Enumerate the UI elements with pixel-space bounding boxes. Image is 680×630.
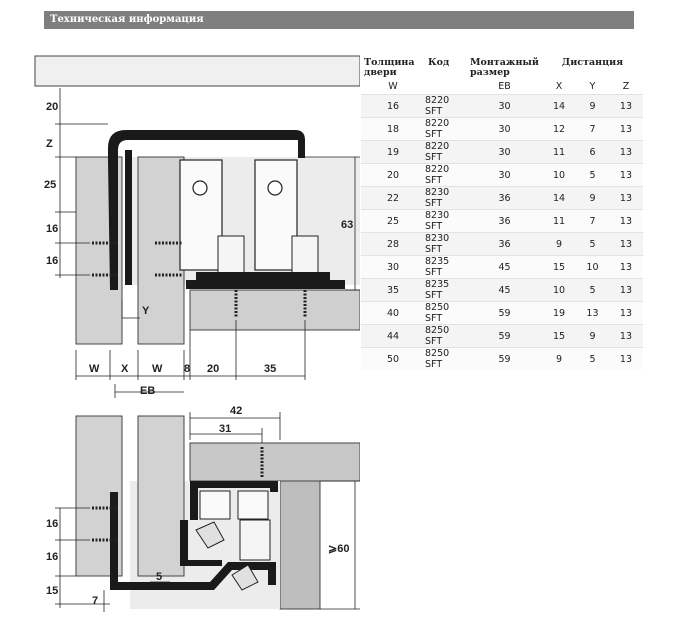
table-cell: 19	[361, 141, 425, 164]
col-mount-header: Монтажный размер	[470, 57, 539, 78]
side-panel	[280, 481, 320, 609]
table-cell: 13	[609, 164, 643, 187]
table-row	[361, 325, 643, 348]
dim-5: 5	[156, 571, 163, 583]
table-cell: 10	[576, 256, 609, 279]
table-cell: 14	[542, 187, 576, 210]
table-cell: 40	[361, 302, 425, 325]
bottom-drawing	[46, 405, 360, 612]
dim-16-c: 16	[46, 518, 59, 530]
guide-block-2	[238, 491, 268, 519]
table-row	[361, 118, 643, 141]
table-row	[361, 164, 643, 187]
table-cell: 7	[576, 210, 609, 233]
table-row	[361, 279, 643, 302]
dim-25: 25	[44, 179, 57, 191]
section-title: Техническая информация	[50, 14, 204, 25]
table-row	[361, 210, 643, 233]
spec-table-wrap	[361, 56, 643, 370]
bottom-board	[190, 290, 360, 330]
table-cell: 30	[467, 118, 542, 141]
table-cell: 10	[542, 279, 576, 302]
table-cell: 13	[609, 302, 643, 325]
runner-screw-2	[268, 181, 282, 195]
table-cell: 8250 SFT	[425, 348, 467, 371]
table-cell: 45	[467, 279, 542, 302]
table-cell: 11	[542, 141, 576, 164]
table-cell: 36	[467, 187, 542, 210]
dim-7: 7	[92, 595, 99, 607]
table-cell: 36	[467, 233, 542, 256]
dim-eb: EB	[140, 385, 156, 397]
table-cell: 13	[609, 325, 643, 348]
dim-8: 8	[184, 363, 191, 375]
dim-60: ⩾60	[328, 543, 350, 555]
table-cell: 5	[576, 279, 609, 302]
table-cell: 6	[576, 141, 609, 164]
table-cell: 5	[576, 348, 609, 371]
table-row	[361, 95, 643, 118]
dim-16-a: 16	[46, 223, 59, 235]
dim-y: Y	[142, 305, 150, 317]
table-cell: 13	[609, 118, 643, 141]
table-cell: 8250 SFT	[425, 302, 467, 325]
dim-63: 63	[341, 219, 354, 231]
table-cell: 19	[542, 302, 576, 325]
table-cell: 9	[576, 325, 609, 348]
runner-screw-1	[193, 181, 207, 195]
table-cell: 13	[609, 233, 643, 256]
col-thickness-header: Толщина двери	[364, 57, 415, 78]
table-row	[361, 187, 643, 210]
table-cell: 18	[361, 118, 425, 141]
table-cell: 12	[542, 118, 576, 141]
table-cell: 59	[467, 302, 542, 325]
table-cell: 20	[361, 164, 425, 187]
table-cell: 9	[542, 233, 576, 256]
dim-w-2: W	[152, 363, 163, 375]
table-cell: 22	[361, 187, 425, 210]
sub-x: X	[555, 81, 563, 92]
table-cell: 13	[609, 256, 643, 279]
door-panel-inner-bottom	[138, 416, 184, 576]
table-cell: 13	[609, 348, 643, 371]
table-cell: 8220 SFT	[425, 118, 467, 141]
table-cell: 5	[576, 164, 609, 187]
table-cell: 59	[467, 325, 542, 348]
table-cell: 35	[361, 279, 425, 302]
dim-w-1: W	[89, 363, 100, 375]
table-cell: 44	[361, 325, 425, 348]
table-cell: 11	[542, 210, 576, 233]
table-cell: 9	[542, 348, 576, 371]
table-cell: 8230 SFT	[425, 210, 467, 233]
table-cell: 5	[576, 233, 609, 256]
table-cell: 9	[576, 187, 609, 210]
table-cell: 59	[467, 348, 542, 371]
table-row	[361, 302, 643, 325]
table-cell: 13	[576, 302, 609, 325]
dim-15: 15	[46, 585, 59, 597]
table-cell: 13	[609, 210, 643, 233]
guide-wheel-block	[240, 520, 270, 560]
top-drawing	[35, 56, 360, 398]
table-cell: 8235 SFT	[425, 256, 467, 279]
table-cell: 16	[361, 95, 425, 118]
table-row	[361, 348, 643, 371]
table-cell: 30	[467, 164, 542, 187]
table-cell: 30	[467, 95, 542, 118]
table-row	[361, 256, 643, 279]
dim-20-b: 20	[207, 363, 220, 375]
table-cell: 9	[576, 95, 609, 118]
col-code-header: Код	[428, 57, 450, 68]
table-cell: 14	[542, 95, 576, 118]
sub-y: Y	[589, 81, 596, 92]
table-cell: 15	[542, 325, 576, 348]
table-cell: 50	[361, 348, 425, 371]
table-cell: 8220 SFT	[425, 95, 467, 118]
dim-31: 31	[219, 423, 232, 435]
table-cell: 13	[609, 279, 643, 302]
ceiling-board	[35, 56, 360, 86]
dim-20: 20	[46, 101, 59, 113]
runner-unit-2	[255, 160, 297, 270]
dim-16-b: 16	[46, 255, 59, 267]
table-cell: 28	[361, 233, 425, 256]
table-cell: 36	[467, 210, 542, 233]
table-cell: 30	[467, 141, 542, 164]
table-cell: 8230 SFT	[425, 187, 467, 210]
table-cell: 8230 SFT	[425, 233, 467, 256]
guide-block-1	[200, 491, 230, 519]
dim-35: 35	[264, 363, 277, 375]
sub-eb: EB	[498, 81, 511, 92]
top-board	[190, 443, 360, 481]
table-row	[361, 233, 643, 256]
table-cell: 8220 SFT	[425, 141, 467, 164]
table-cell: 10	[542, 164, 576, 187]
sub-code-empty	[425, 80, 467, 95]
table-cell: 7	[576, 118, 609, 141]
dim-z: Z	[46, 138, 53, 150]
table-cell: 13	[609, 141, 643, 164]
table-cell: 25	[361, 210, 425, 233]
table-cell: 13	[609, 187, 643, 210]
door-bracket	[125, 150, 132, 285]
table-cell: 45	[467, 256, 542, 279]
table-cell: 13	[609, 95, 643, 118]
table-cell: 15	[542, 256, 576, 279]
col-distance-header: Дистанция	[561, 57, 624, 68]
dim-x: X	[121, 363, 129, 375]
dim-42: 42	[230, 405, 243, 417]
table-row	[361, 141, 643, 164]
table-cell: 30	[361, 256, 425, 279]
sub-w: W	[388, 81, 398, 92]
table-cell: 8235 SFT	[425, 279, 467, 302]
sub-z: Z	[622, 81, 630, 92]
table-cell: 8250 SFT	[425, 325, 467, 348]
bottom-rail	[186, 272, 345, 289]
dim-16-d: 16	[46, 551, 59, 563]
spec-table	[361, 56, 643, 370]
table-cell: 8220 SFT	[425, 164, 467, 187]
runner-unit-1	[180, 160, 222, 270]
